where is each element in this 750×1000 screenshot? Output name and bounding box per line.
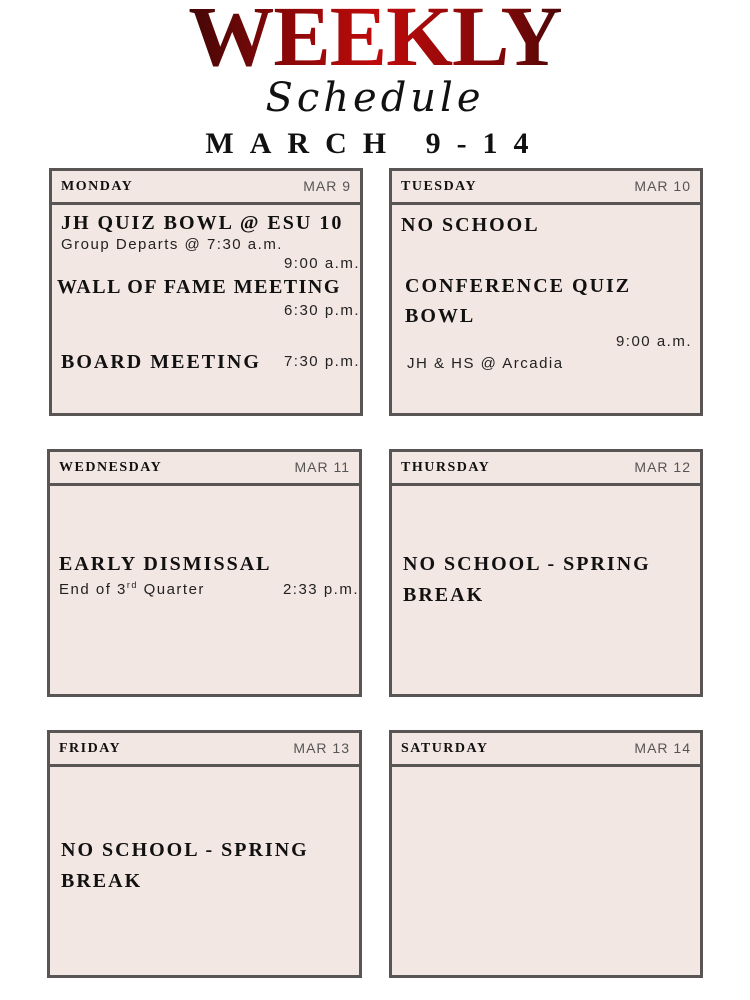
day-date: MAR 11 [294, 459, 350, 475]
event-title: CONFERENCE QUIZ BOWL [405, 275, 632, 327]
event-title: BOARD MEETING [61, 351, 261, 373]
event-title: EARLY DISMISSAL [59, 553, 272, 575]
day-card-saturday [389, 730, 703, 978]
day-name: FRIDAY [59, 741, 122, 756]
event-time: 6:30 p.m. [283, 302, 360, 319]
day-date: MAR 13 [293, 740, 350, 756]
date-range: MARCH 9-14 [205, 127, 545, 160]
day-header [52, 171, 360, 205]
day-date: MAR 10 [634, 178, 691, 194]
event-time: 9:00 a.m. [615, 333, 692, 350]
day-card-wednesday [47, 449, 362, 697]
day-card-monday [49, 168, 363, 416]
event-time: 2:33 p.m. [282, 581, 359, 598]
day-card-tuesday [389, 168, 703, 416]
day-card-friday [47, 730, 362, 978]
page-subtitle: Schedule [265, 75, 485, 121]
detail-text: End of 3 [59, 581, 127, 598]
event-title: JH QUIZ BOWL @ ESU 10 [61, 212, 344, 234]
day-name: MONDAY [61, 179, 134, 194]
page-title: WEEKLY [0, 0, 750, 72]
day-name: WEDNESDAY [59, 460, 163, 475]
event-detail [59, 581, 205, 599]
detail-text-end: Quarter [137, 581, 205, 598]
event-title: NO SCHOOL - SPRING BREAK [403, 553, 651, 606]
day-header [50, 452, 359, 486]
day-date: MAR 14 [634, 740, 691, 756]
event-title: WALL OF FAME MEETING [57, 276, 341, 298]
event-detail: Group Departs @ 7:30 a.m. [61, 236, 283, 253]
day-header [392, 733, 700, 767]
day-name: SATURDAY [401, 741, 489, 756]
day-header [50, 733, 359, 767]
day-date: MAR 9 [303, 178, 351, 194]
day-name: THURSDAY [401, 460, 491, 475]
event-title: NO SCHOOL - SPRING BREAK [61, 839, 309, 892]
day-date: MAR 12 [634, 459, 691, 475]
event-time: 9:00 a.m. [283, 255, 360, 272]
event-time: 7:30 p.m. [283, 353, 360, 370]
day-header [392, 452, 700, 486]
day-name: TUESDAY [401, 179, 478, 194]
day-header [392, 171, 700, 205]
day-card-thursday [389, 449, 703, 697]
event-title: NO SCHOOL [401, 214, 540, 236]
event-detail: JH & HS @ Arcadia [407, 355, 564, 372]
detail-sup: rd [126, 580, 138, 590]
